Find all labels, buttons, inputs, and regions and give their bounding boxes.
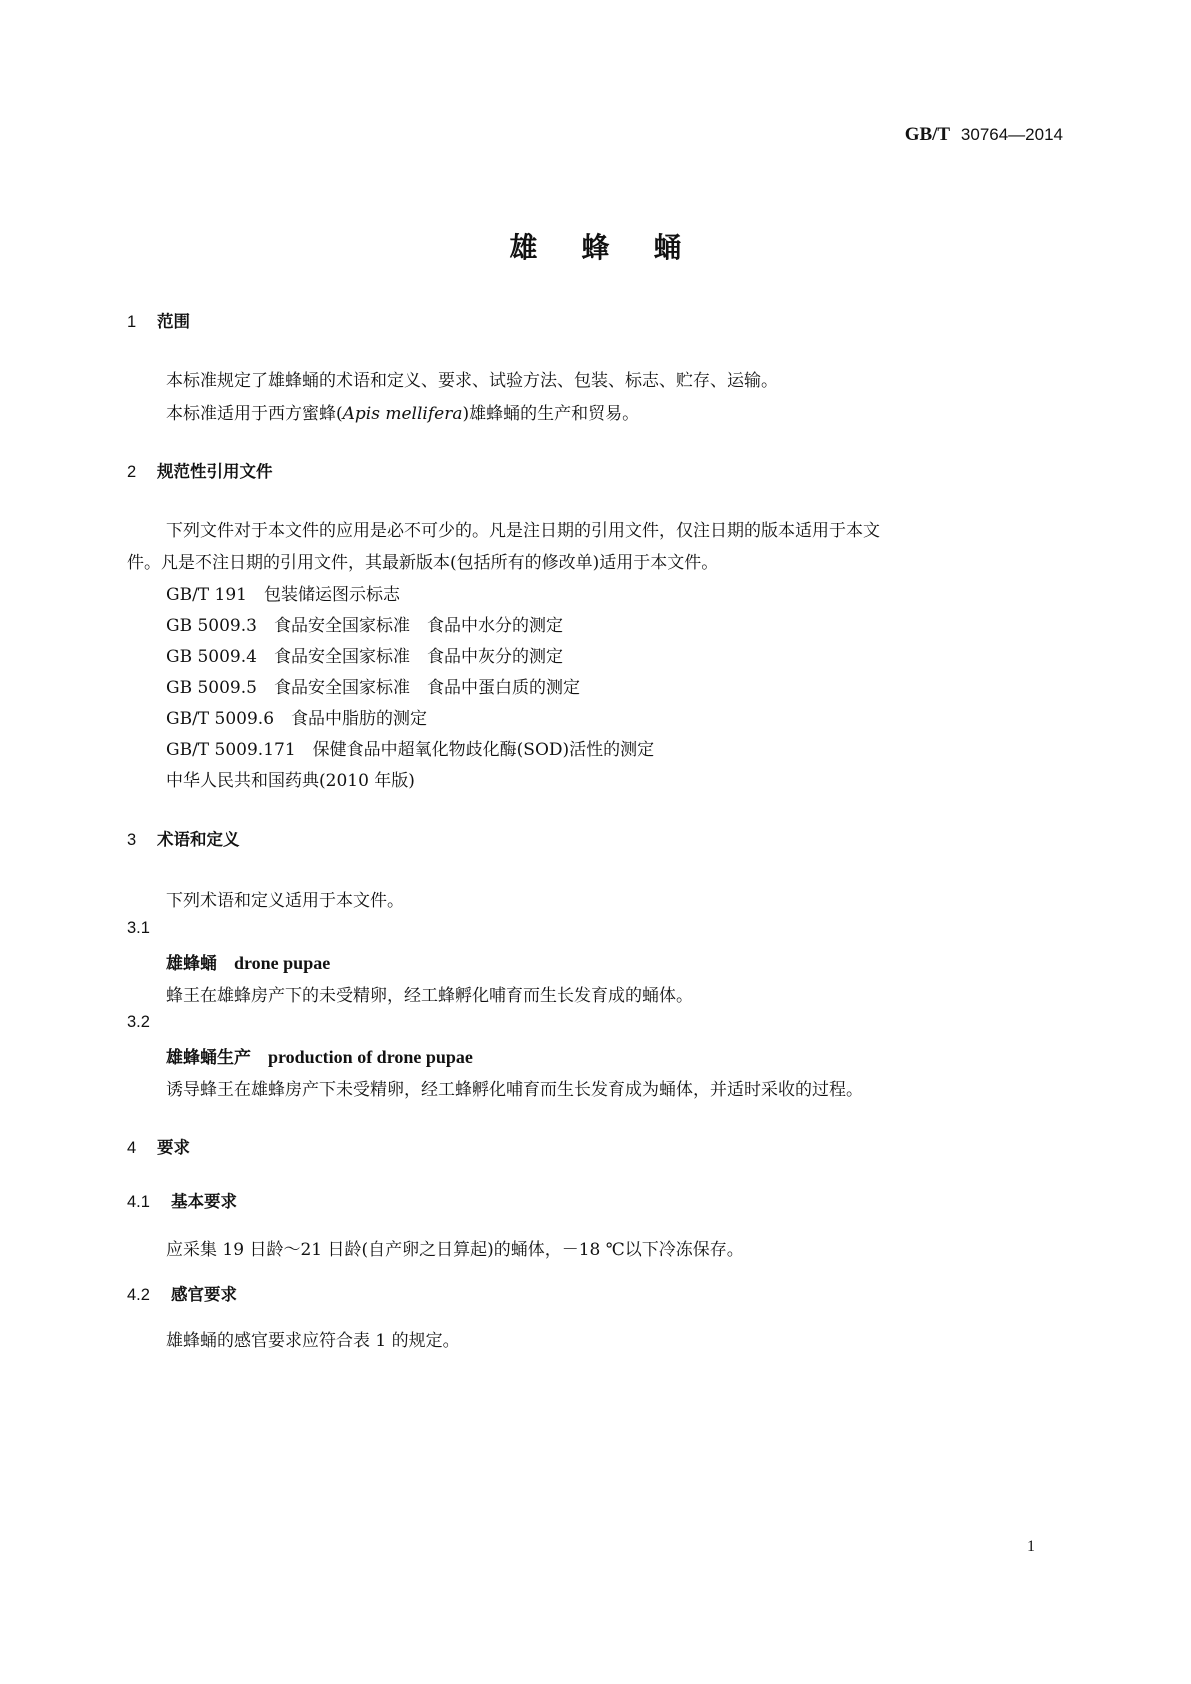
section-4-heading: 4 要求 <box>127 1138 190 1157</box>
standard-number <box>905 124 1063 146</box>
reference-item: GB 5009.4 食品安全国家标准 食品中灰分的测定 <box>166 647 563 667</box>
scope-paragraph-2: 本标准适用于西方蜜蜂(Apis mellifera)雄蜂蛹的生产和贸易。 <box>166 404 640 424</box>
terms-intro: 下列术语和定义适用于本文件。 <box>166 891 404 911</box>
term-3-2-definition: 诱导蜂王在雄蜂房产下未受精卵，经工蜂孵化哺育而生长发育成为蛹体，并适时采收的过程。 <box>166 1080 863 1100</box>
document-title: 雄蜂蛹 <box>509 231 726 264</box>
references-intro-line-1: 下列文件对于本文件的应用是必不可少的。凡是注日期的引用文件，仅注日期的版本适用于本文 <box>166 521 880 541</box>
term-3-1-name: 雄蜂蛹 drone pupae <box>166 953 331 974</box>
section-4-2-heading: 4.2 感官要求 <box>127 1285 237 1304</box>
term-3-1-number: 3.1 <box>127 919 150 937</box>
section-2-heading: 2 规范性引用文件 <box>127 462 273 481</box>
latin-name: Apis mellifera <box>342 404 463 424</box>
reference-item: GB 5009.3 食品安全国家标准 食品中水分的测定 <box>166 616 563 636</box>
references-intro-line-2: 件。凡是不注日期的引用文件，其最新版本(包括所有的修改单)适用于本文件。 <box>127 553 719 573</box>
page-number: 1 <box>1027 1538 1035 1555</box>
reference-item: GB 5009.5 食品安全国家标准 食品中蛋白质的测定 <box>166 678 580 698</box>
sensory-requirement-text: 雄蜂蛹的感官要求应符合表 1 的规定。 <box>166 1331 460 1351</box>
section-3-heading: 3 术语和定义 <box>127 830 240 849</box>
reference-item: 中华人民共和国药典(2010 年版) <box>166 771 415 791</box>
section-1-heading: 1 范围 <box>127 312 190 331</box>
reference-item: GB/T 5009.6 食品中脂肪的测定 <box>166 709 428 729</box>
scope-paragraph-1: 本标准规定了雄蜂蛹的术语和定义、要求、试验方法、包装、标志、贮存、运输。 <box>166 371 778 391</box>
reference-item: GB/T 5009.171 保健食品中超氧化物歧化酶(SOD)活性的测定 <box>166 740 655 760</box>
standard-code: 30764—2014 <box>960 125 1063 144</box>
term-3-2-name: 雄蜂蛹生产 production of drone pupae <box>166 1047 473 1068</box>
basic-requirement-text: 应采集 19 日龄～21 日龄(自产卵之日算起)的蛹体，－18 ℃以下冷冻保存。 <box>166 1240 744 1260</box>
standard-prefix: GB/T <box>904 124 951 145</box>
section-4-1-heading: 4.1 基本要求 <box>127 1192 237 1211</box>
term-3-1-definition: 蜂王在雄蜂房产下的未受精卵，经工蜂孵化哺育而生长发育成的蛹体。 <box>166 986 693 1006</box>
term-3-2-number: 3.2 <box>127 1013 150 1031</box>
reference-item: GB/T 191 包装储运图示标志 <box>166 585 400 605</box>
